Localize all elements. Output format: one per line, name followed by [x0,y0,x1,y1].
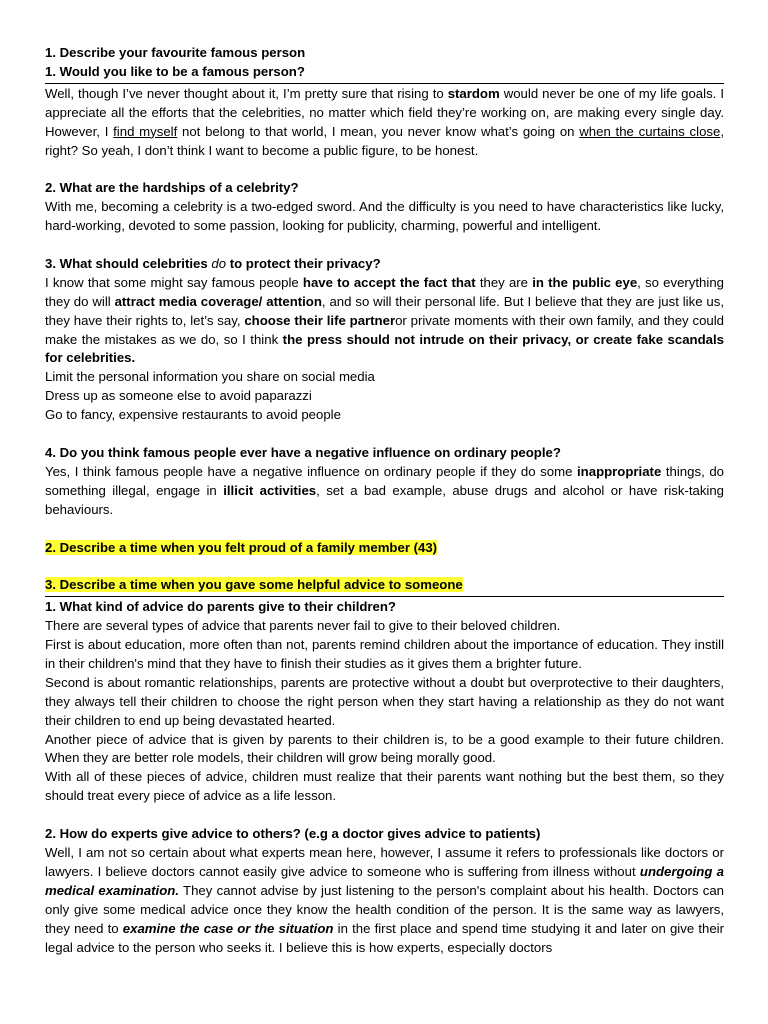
privacy-tip: Dress up as someone else to avoid paparazzi [45,388,312,404]
section2-title: 2. Describe a time when you felt proud of a family member (43) [45,539,438,555]
answer-hardships: With me, becoming a celebrity is a two-edged sword. And the difficulty is you need to have characteristics like lucky, hard-working, devoted to some passion, looking for publicity, charming, powerful and intelligent. [45,199,724,234]
answer-experts-advice: Well, I am not so certain about what experts mean here, however, I assume it refers to professionals like doctors or lawyers. I believe doctors cannot easily give advice to someone who is suffering from illness without undergoing a medical examination. They cannot advise by just listening to the person's complaint about his health. Doctors can only give some medical advice once they know the health condition of the person. It is the same way as lawyers, they need to examine the case or the situation in the first place and spend time studying it and later on give their legal advice to the person who seeks it. I believe this is how experts, especially doctors [45,844,724,955]
answer-fame: Well, though I’ve never thought about it, I’m pretty sure that rising to stardom would never be one of my life goals. I appreciate all the efforts that the celebrities, no matter which field they’re working on, are making every single day. However, I find myself not belong to that world, I mean, you never know what’s going on when the curtains close, right? So yeah, I don’t think I want to become a public figure, to be honest. [45,85,725,158]
question-negative-influence: 4. Do you think famous people ever have a negative influence on ordinary people? [45,444,561,460]
privacy-tip: Limit the personal information you share on social media [45,369,375,385]
question-would-you-like-fame: 1. Would you like to be a famous person? [45,63,724,84]
paragraph: With all of these pieces of advice, children must realize that their parents want nothing but the best them, so they should treat every piece of advice as a life lesson. [45,769,724,804]
section1-title: 1. Describe your favourite famous person [45,45,306,60]
question-privacy: 3. What should celebrities do to protect their privacy? [45,255,381,271]
section3-title: 3. Describe a time when you gave some helpful advice to someone [45,576,724,597]
answer-negative-influence: Yes, I think famous people have a negative influence on ordinary people if they do some inappropriate things, do something illegal, engage in illicit activities, set a bad example, abuse drugs and alcohol or have risk-taking behaviours. [45,463,725,517]
paragraph: There are several types of advice that parents never fail to give to their beloved children. [45,618,561,634]
paragraph: First is about education, more often than not, parents remind children about the importance of education. They instill in their children's mind that they have to finish their studies as it gives them a brighter future. [45,637,724,671]
document-page [45,44,724,957]
paragraph: Second is about romantic relationships, parents are protective without a doubt but overprotective to their daughters, they always tell their children to choose the right person when they start having a relationship as they do not want their children to end up being devastated hearted. [45,674,724,728]
question-hardships: 2. What are the hardships of a celebrity? [45,180,299,196]
privacy-tip: Go to fancy, expensive restaurants to avoid people [45,407,341,423]
question-experts-advice: 2. How do experts give advice to others? (e.g a doctor gives advice to patients) [45,826,541,842]
answer-privacy: I know that some might say famous people have to accept the fact that they are in the public eye, so everything they do will attract media coverage/ attention, and so will their personal life. But I believe that they are just like us, they have their rights to, let’s say, choose their life partneror private moments with their own family, and they could make the mistakes as we do, so I think the press should not intrude on their privacy, or create fake scandals for celebrities. [45,274,725,366]
question-parents-advice: 1. What kind of advice do parents give to their children? [45,599,396,615]
paragraph: Another piece of advice that is given by parents to their children is, to be a good example to their future children. When they are better role models, their children will grow being morally good. [45,731,724,766]
